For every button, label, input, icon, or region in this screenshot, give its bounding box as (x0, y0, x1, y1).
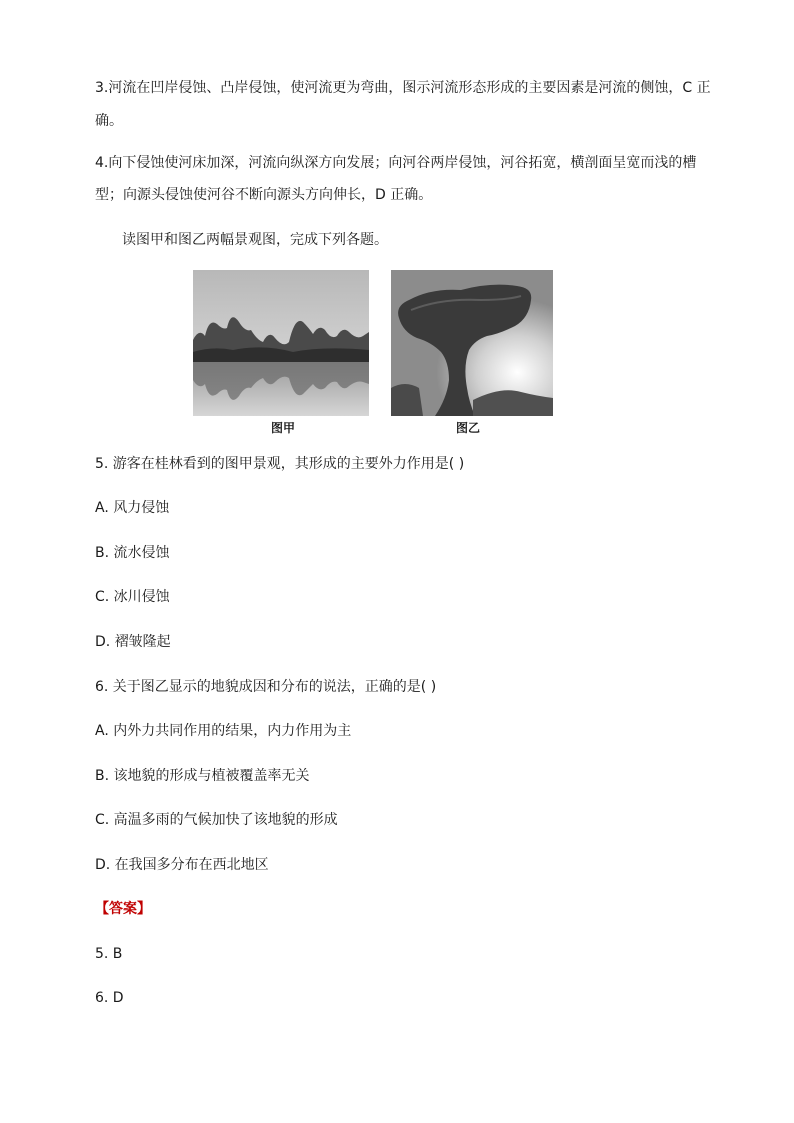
q5-option-b: B. 流水侵蚀 (95, 545, 170, 561)
q6-option-b: B. 该地貌的形成与植被覆盖率无关 (95, 768, 310, 784)
q6-option-a: A. 内外力共同作用的结果，内力作用为主 (95, 723, 352, 739)
intro-text: 读图甲和图乙两幅景观图，完成下列各题。 (122, 232, 388, 248)
q3-explanation-line2: 确。 (95, 113, 123, 129)
figure-jia-image (193, 270, 369, 416)
q5-option-c: C. 冰川侵蚀 (95, 589, 170, 605)
q6-option-c: C. 高温多雨的气候加快了该地貌的形成 (95, 812, 338, 828)
q5-option-d: D. 褶皱隆起 (95, 634, 171, 650)
q5-option-a: A. 风力侵蚀 (95, 500, 170, 516)
answer-q6: 6. D (95, 990, 124, 1006)
figure-yi-caption: 图乙 (456, 421, 481, 435)
q6-option-d: D. 在我国多分布在西北地区 (95, 857, 269, 873)
q3-explanation-line1: 3.河流在凹岸侵蚀、凸岸侵蚀，使河流更为弯曲，图示河流形态形成的主要因素是河流的侧蚀，C 正 (95, 80, 711, 96)
figure-yi-image (391, 270, 553, 416)
q5-stem: 5. 游客在桂林看到的图甲景观，其形成的主要外力作用是( ) (95, 456, 465, 472)
answer-q5: 5. B (95, 946, 123, 962)
q4-explanation-line2: 型；向源头侵蚀使河谷不断向源头方向伸长，D 正确。 (95, 187, 433, 203)
q4-explanation-line1: 4.向下侵蚀使河床加深，河流向纵深方向发展；向河谷两岸侵蚀，河谷拓宽，横剖面呈宽而浅的槽 (95, 155, 697, 171)
answer-tag: 【答案】 (95, 901, 151, 917)
q6-stem: 6. 关于图乙显示的地貌成因和分布的说法，正确的是( ) (95, 679, 437, 695)
figure-jia-caption: 图甲 (271, 421, 296, 435)
